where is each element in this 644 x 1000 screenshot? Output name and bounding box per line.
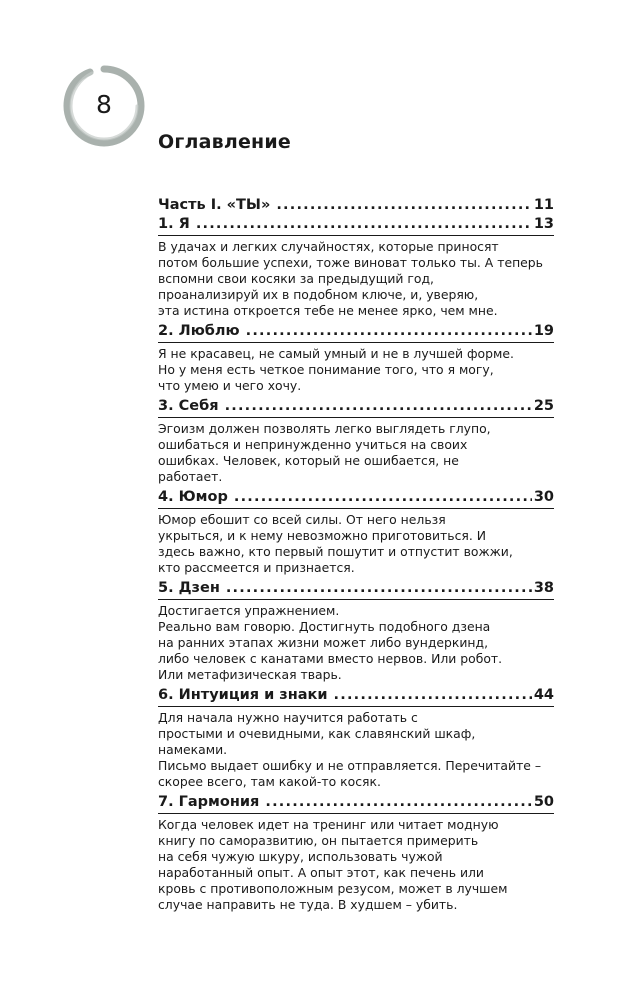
toc-entry bbox=[158, 397, 554, 485]
toc-entry-description bbox=[158, 421, 554, 485]
description-line: Письмо выдает ошибку и не отправляется. Перечитайте – bbox=[158, 758, 542, 773]
page-number-badge bbox=[62, 64, 146, 148]
toc-entry-title: Часть I. «ТЫ» bbox=[158, 197, 271, 213]
description-line: намеками. bbox=[158, 742, 228, 757]
description-line: простыми и очевидными, как славянский шкаф, bbox=[158, 726, 476, 741]
toc-entry bbox=[158, 196, 554, 214]
toc-entry-heading[interactable] bbox=[158, 196, 554, 214]
toc-entry-heading[interactable] bbox=[158, 686, 554, 704]
toc-entry-page: 50 bbox=[533, 794, 554, 810]
description-line: Когда человек идет на тренинг или читает модную bbox=[158, 817, 499, 832]
dot-leader bbox=[265, 793, 531, 811]
description-line: кровь с противоположным резусом, может в лучшем bbox=[158, 881, 508, 896]
dot-leader bbox=[226, 579, 532, 597]
dot-leader bbox=[225, 397, 532, 415]
description-line: Эгоизм должен позволять легко выглядеть глупо, bbox=[158, 421, 491, 436]
divider bbox=[158, 235, 554, 236]
dot-leader bbox=[246, 322, 532, 340]
toc-entry-title: 2. Люблю bbox=[158, 323, 240, 339]
divider bbox=[158, 813, 554, 814]
divider bbox=[158, 417, 554, 418]
page-title: Оглавление bbox=[158, 131, 291, 153]
toc-entry-description bbox=[158, 817, 554, 913]
divider bbox=[158, 508, 554, 509]
description-line: В удачах и легких случайностях, которые приносят bbox=[158, 239, 499, 254]
description-line: Но у меня есть четкое понимание того, что я могу, bbox=[158, 362, 494, 377]
toc-entry bbox=[158, 215, 554, 319]
description-line: проанализируй их в подобном ключе, и, уверяю, bbox=[158, 287, 479, 302]
toc-entry-description bbox=[158, 239, 554, 319]
description-line: что умею и чего хочу. bbox=[158, 378, 302, 393]
toc-entry-heading[interactable] bbox=[158, 488, 554, 506]
description-line: Юмор ебошит со всей силы. От него нельзя bbox=[158, 512, 446, 527]
description-line: случае направить не туда. В худшем – убить. bbox=[158, 897, 458, 912]
toc-entry-heading[interactable] bbox=[158, 579, 554, 597]
toc-entry bbox=[158, 686, 554, 790]
toc-entry-heading[interactable] bbox=[158, 793, 554, 811]
description-line: Для начала нужно научится работать с bbox=[158, 710, 418, 725]
toc-entry-title: 7. Гармония bbox=[158, 794, 260, 810]
toc-entry-description bbox=[158, 346, 554, 394]
description-line: книгу по саморазвитию, он пытается примерить bbox=[158, 833, 479, 848]
toc-entry bbox=[158, 793, 554, 913]
toc-entry-title: 5. Дзен bbox=[158, 580, 220, 596]
toc-entry-title: 1. Я bbox=[158, 216, 190, 232]
table-of-contents bbox=[158, 196, 554, 916]
dot-leader bbox=[196, 215, 532, 233]
dot-leader bbox=[234, 488, 532, 506]
description-line: Реально вам говорю. Достигнуть подобного дзена bbox=[158, 619, 491, 634]
toc-entry-description bbox=[158, 710, 554, 790]
description-line: либо человек с канатами вместо нервов. Или робот. bbox=[158, 651, 503, 666]
toc-entry bbox=[158, 322, 554, 394]
description-line: укрыться, и к нему невозможно приготовиться. И bbox=[158, 528, 486, 543]
description-line: эта истина откроется тебе не менее ярко, чем мне. bbox=[158, 303, 498, 318]
toc-entry-page: 25 bbox=[533, 398, 554, 414]
toc-entry-page: 13 bbox=[533, 216, 554, 232]
toc-entry-page: 30 bbox=[533, 489, 554, 505]
dot-leader bbox=[276, 196, 531, 214]
toc-entry bbox=[158, 488, 554, 576]
toc-entry-heading[interactable] bbox=[158, 397, 554, 415]
description-line: на ранних этапах жизни может либо вундеркинд, bbox=[158, 635, 489, 650]
toc-entry-page: 11 bbox=[533, 197, 554, 213]
description-line: вспомни свои косяки за предыдущий год, bbox=[158, 271, 435, 286]
toc-entry-description bbox=[158, 512, 554, 576]
description-line: ошибках. Человек, который не ошибается, не bbox=[158, 453, 459, 468]
toc-entry-title: 3. Себя bbox=[158, 398, 219, 414]
toc-entry-page: 38 bbox=[533, 580, 554, 596]
toc-entry-heading[interactable] bbox=[158, 215, 554, 233]
description-line: кто рассмеется и признается. bbox=[158, 560, 355, 575]
description-line: потом большие успехи, тоже виноват только ты. А теперь bbox=[158, 255, 543, 270]
toc-entry-title: 4. Юмор bbox=[158, 489, 228, 505]
page-number: 8 bbox=[96, 90, 112, 119]
toc-entry bbox=[158, 579, 554, 683]
description-line: Или метафизическая тварь. bbox=[158, 667, 342, 682]
description-line: здесь важно, кто первый пошутит и отпустит вожжи, bbox=[158, 544, 513, 559]
toc-entry-description bbox=[158, 603, 554, 683]
description-line: Достигается упражнением. bbox=[158, 603, 340, 618]
divider bbox=[158, 706, 554, 707]
description-line: наработанный опыт. А опыт этот, как печень или bbox=[158, 865, 484, 880]
description-line: Я не красавец, не самый умный и не в лучшей форме. bbox=[158, 346, 514, 361]
dot-leader bbox=[334, 686, 532, 704]
divider bbox=[158, 342, 554, 343]
toc-entry-title: 6. Интуиция и знаки bbox=[158, 687, 328, 703]
description-line: ошибаться и непринужденно учиться на своих bbox=[158, 437, 468, 452]
toc-entry-page: 19 bbox=[533, 323, 554, 339]
divider bbox=[158, 599, 554, 600]
description-line: работает. bbox=[158, 469, 223, 484]
toc-entry-page: 44 bbox=[533, 687, 554, 703]
toc-entry-heading[interactable] bbox=[158, 322, 554, 340]
description-line: на себя чужую шкуру, использовать чужой bbox=[158, 849, 443, 864]
description-line: скорее всего, там какой-то косяк. bbox=[158, 774, 381, 789]
